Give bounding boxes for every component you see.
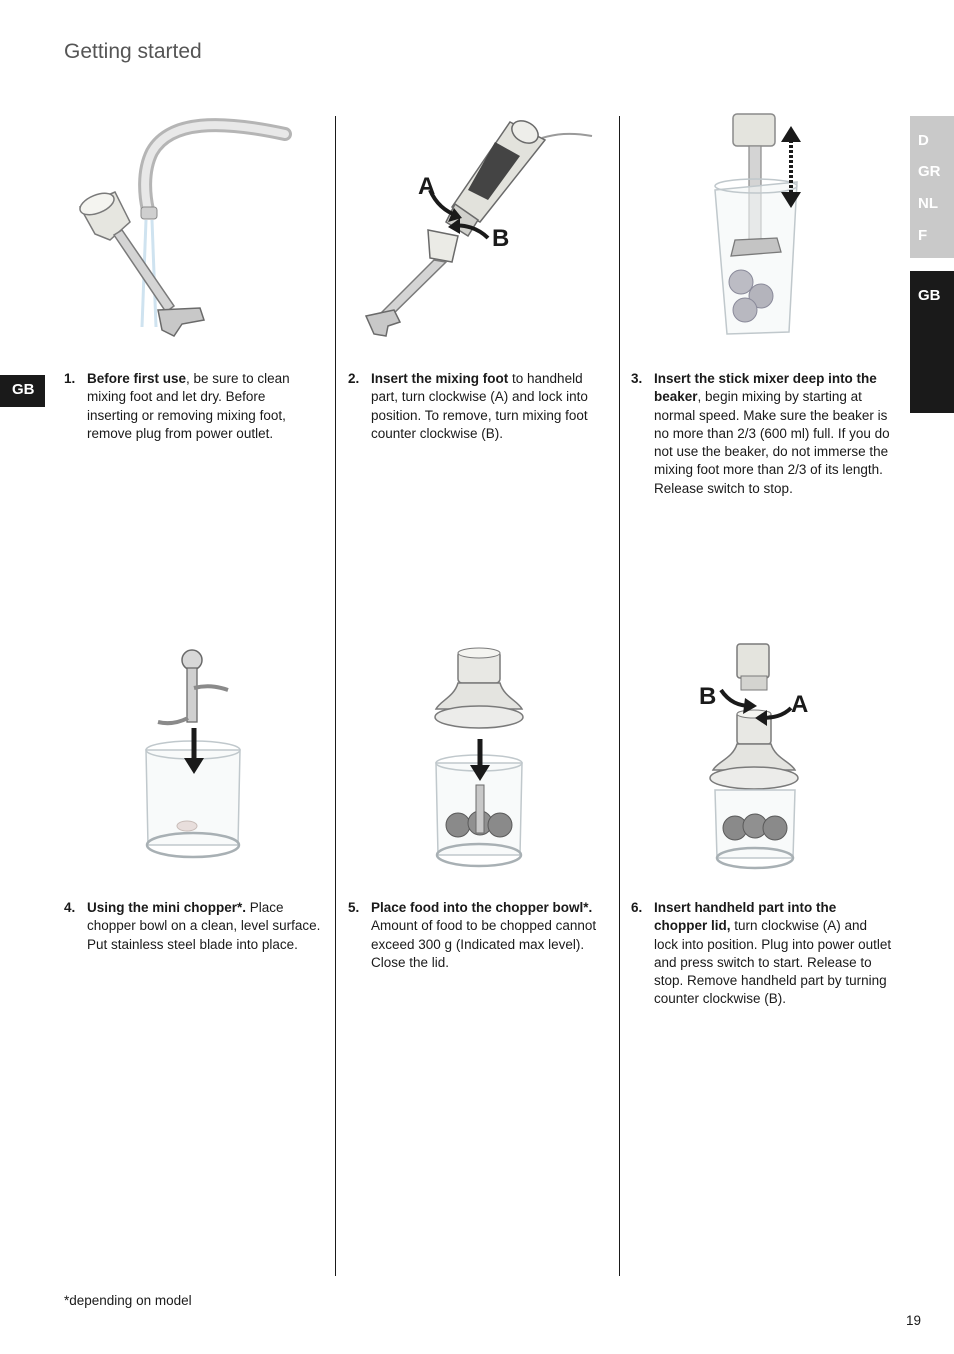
column-divider-2 — [619, 116, 620, 1276]
language-tab-gr[interactable]: GR — [918, 163, 941, 180]
illustration-rinse-mixing-foot — [70, 112, 300, 347]
step-heading: Before first use — [87, 371, 187, 386]
illustration-chopper-blade — [140, 640, 250, 875]
step-heading: Insert handheld part into the chopper lid, — [654, 900, 837, 934]
footnote: *depending on model — [64, 1293, 192, 1308]
label-b: B — [492, 225, 510, 252]
illustration-attach-mixing-foot — [360, 112, 600, 342]
step-number: 2. — [348, 371, 360, 386]
step-number: 4. — [64, 900, 76, 915]
step-text: turn clockwise (A) and lock into position. Plug into power outlet and press switch to start. Release to stop. Remove handheld part by turning counter clockwise (B). — [654, 918, 892, 1007]
step-number: 1. — [64, 371, 76, 386]
label-a: A — [791, 691, 809, 718]
illustration-chopper-lid — [430, 645, 530, 875]
step-text: Amount of food to be chopped cannot exceed 300 g (Indicated max level). Close the lid. — [371, 918, 597, 970]
step-text: Place chopper bowl on a clean, level surface. Put stainless steel blade into place. — [87, 900, 321, 952]
step-heading: Insert the stick mixer deep into the beaker — [654, 371, 877, 405]
left-language-tab — [0, 375, 45, 407]
illustration-handheld-into-chopper — [695, 640, 825, 875]
language-tab-gb-label: GB — [918, 287, 941, 304]
step-text: , begin mixing by starting at normal speed. Make sure the beaker is no more than 2/3 (600 ml) full. If you do not use the beaker, do not immerse the mixing foot more than 2/3 of its length. Release switch to stop. — [654, 389, 890, 496]
illustration-mixer-in-beaker — [705, 112, 815, 342]
step-text: , be sure to clean mixing foot and let dry. Before inserting or removing mixing foot, remove plug from power outlet. — [87, 371, 290, 441]
language-tab-nl[interactable]: NL — [918, 195, 938, 212]
label-a: A — [418, 173, 436, 200]
page-title: Getting started — [64, 40, 202, 63]
language-tab-f[interactable]: F — [918, 227, 928, 244]
step-heading: Using the mini chopper*. — [87, 900, 247, 915]
page-number: 19 — [906, 1313, 922, 1328]
language-tab-gb-active[interactable] — [910, 271, 954, 413]
step-text: to handheld part, turn clockwise (A) and lock into position. To remove, turn mixing foot counter clockwise (B). — [371, 371, 588, 441]
step-number: 3. — [631, 371, 643, 386]
language-index — [910, 116, 954, 258]
step-heading: Place food into the chopper bowl*. — [371, 900, 593, 915]
step-heading: Insert the mixing foot — [371, 371, 509, 386]
left-language-label: GB — [12, 381, 35, 398]
language-tab-d[interactable]: D — [918, 132, 929, 149]
label-b: B — [699, 683, 717, 710]
step-number: 6. — [631, 900, 643, 915]
step-number: 5. — [348, 900, 360, 915]
column-divider-1 — [335, 116, 336, 1276]
